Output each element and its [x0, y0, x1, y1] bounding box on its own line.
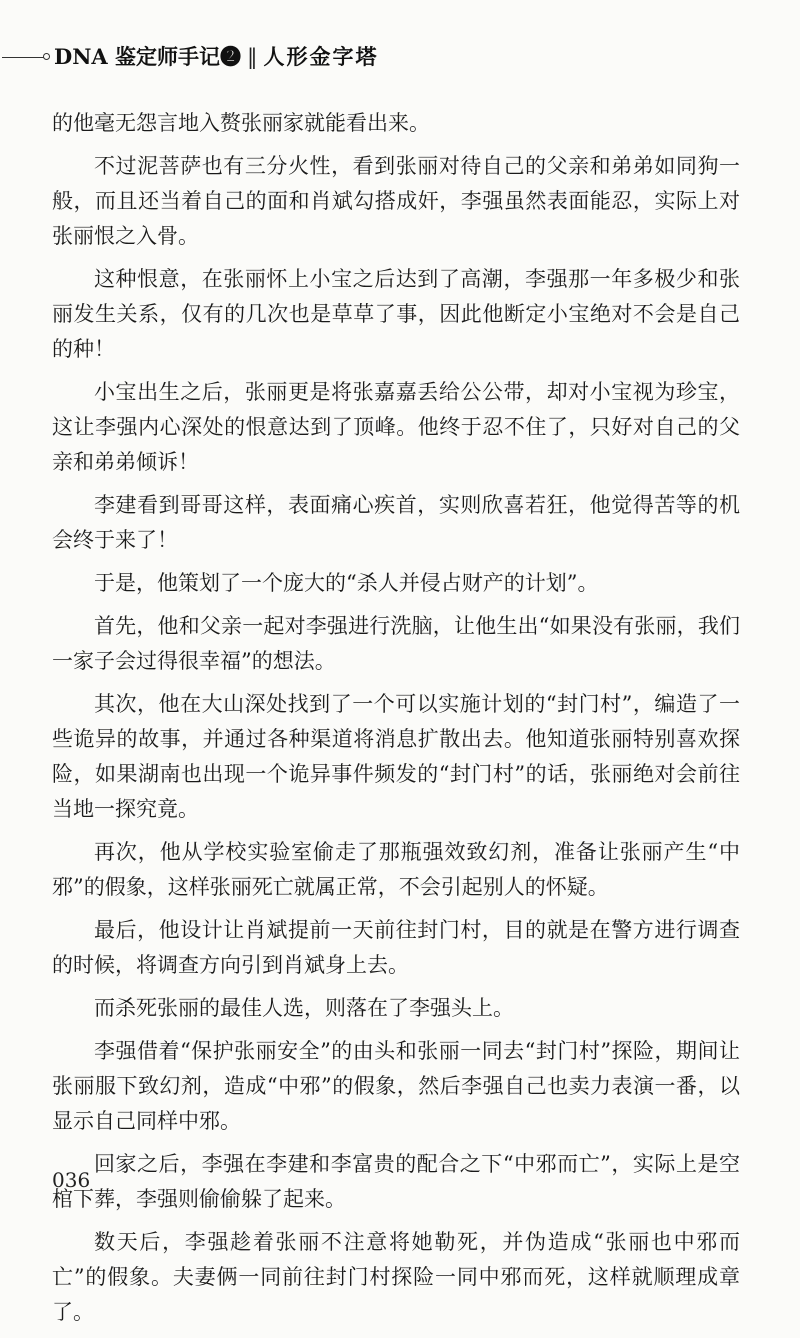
page-number: 036 [52, 1168, 91, 1192]
page-body [52, 106, 740, 1338]
paragraph: 于是，他策划了一个庞大的“杀人并侵占财产的计划”。 [94, 571, 599, 595]
book-title: DNA 鉴定师手记❷ [54, 44, 242, 69]
paragraph: 这种恨意，在张丽怀上小宝之后达到了高潮，李强那一年多极少和张丽发生关系，仅有的几次也是草草了事，因此他断定小宝绝对不会是自己的种！ [52, 267, 740, 361]
paragraph: 其次，他在大山深处找到了一个可以实施计划的“封门村”，编造了一些诡异的故事，并通过各种渠道将消息扩散出去。他知道张丽特别喜欢探险，如果湖南也出现一个诡异事件频发的“封门村”的话，张丽绝对会前往当地一探究竟。 [52, 692, 740, 821]
paragraph: 再次，他从学校实验室偷走了那瓶强效致幻剂，准备让张丽产生“中邪”的假象，这样张丽死亡就属正常，不会引起别人的怀疑。 [52, 840, 740, 899]
paragraph: 而杀死张丽的最佳人选，则落在了李强头上。 [94, 996, 514, 1020]
paragraph: 不过泥菩萨也有三分火性，看到张丽对待自己的父亲和弟弟如同狗一般，而且还当着自己的面和肖斌勾搭成奸，李强虽然表面能忍，实际上对张丽恨之入骨。 [52, 154, 740, 248]
paragraph: 回家之后，李强在李建和李富贵的配合之下“中邪而亡”，实际上是空棺下葬，李强则偷偷躲了起来。 [52, 1152, 740, 1211]
header-rule [2, 57, 44, 58]
paragraph: 最后，他设计让肖斌提前一天前往封门村，目的就是在警方进行调查的时候，将调查方向引到肖斌身上去。 [52, 918, 740, 977]
header-separator: ‖ [247, 45, 258, 69]
paragraph: 李强借着“保护张丽安全”的由头和张丽一同去“封门村”探险，期间让张丽服下致幻剂，造成“中邪”的假象，然后李强自己也卖力表演一番，以显示自己同样中邪。 [52, 1039, 740, 1133]
paragraph: 李建看到哥哥这样，表面痛心疾首，实则欣喜若狂，他觉得苦等的机会终于来了！ [52, 493, 740, 552]
paragraph: 数天后，李强趁着张丽不注意将她勒死，并伪造成“张丽也中邪而亡”的假象。夫妻俩一同前往封门村探险一同中邪而死，这样就顺理成章了。 [52, 1230, 740, 1324]
paragraph: 小宝出生之后，张丽更是将张嘉嘉丢给公公带，却对小宝视为珍宝，这让李强内心深处的恨意达到了顶峰。他终于忍不住了，只好对自己的父亲和弟弟倾诉！ [52, 380, 740, 474]
header-text [54, 44, 379, 70]
running-header [0, 40, 800, 74]
paragraph: 的他毫无怨言地入赘张丽家就能看出来。 [52, 111, 430, 135]
paragraph: 首先，他和父亲一起对李强进行洗脑，让他生出“如果没有张丽，我们一家子会过得很幸福”的想法。 [52, 614, 740, 673]
book-subtitle: 人形金字塔 [263, 44, 379, 69]
header-circle-ornament [43, 53, 50, 60]
